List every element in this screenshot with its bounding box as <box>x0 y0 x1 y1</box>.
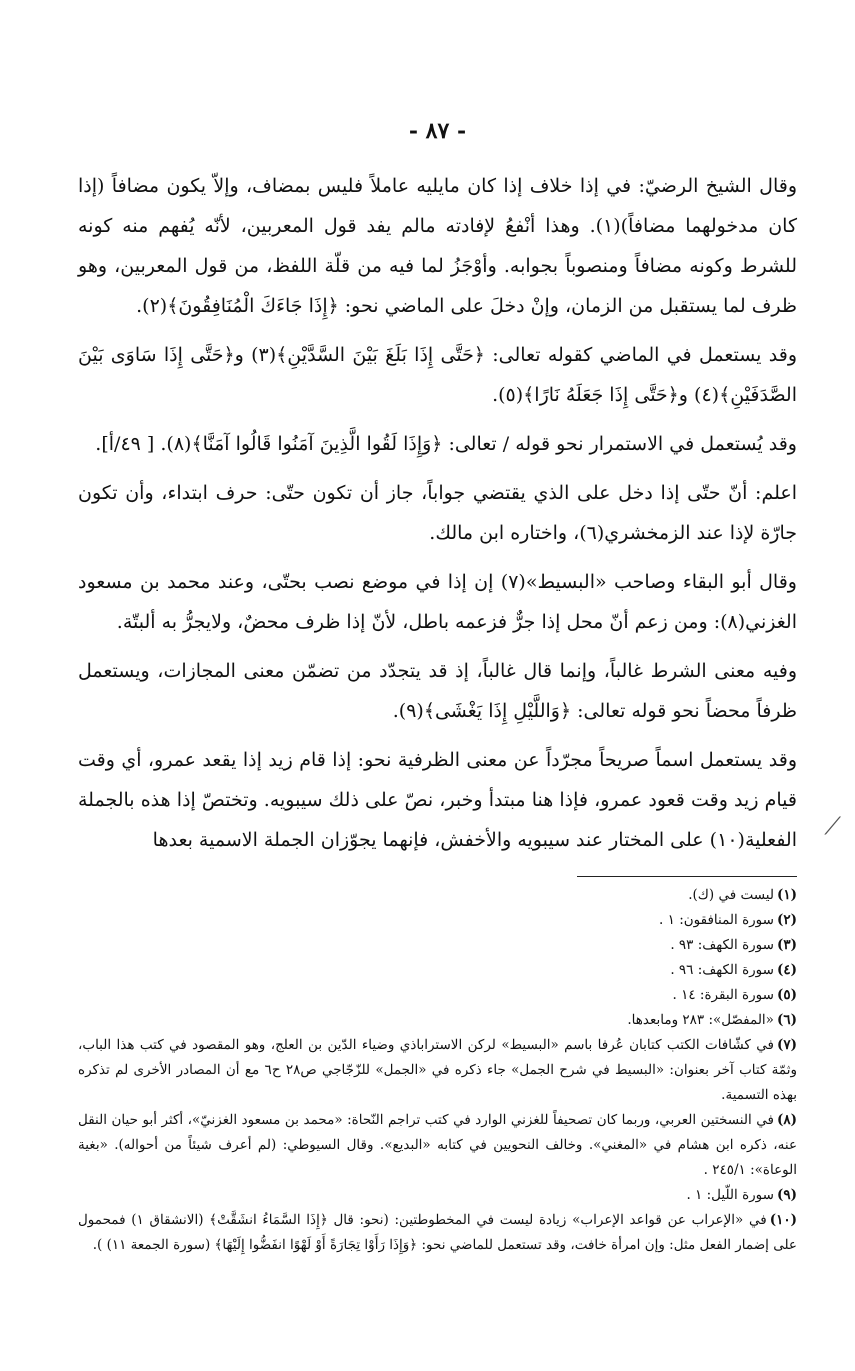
footnote <box>78 1183 797 1208</box>
footnote-text: في النسختين العربي، وربما كان تصحيفاً للغزني الوارد في كتب تراجم النّحاة: «محمد بن مسعود الغزنيّ»، أكثر أبو حيان النقل عنه، ذكره ابن هشام في «المغني». وخالف النحويين في كتابه «البديع». وقال السيوطي: (لم أعرف شيئاً من أحواله). «بغية الوعاة»: ٢٤٥/١ . <box>78 1112 797 1178</box>
footnote-text: في «الإعراب عن قواعد الإعراب» زيادة ليست في المخطوطتين: (نحو: قال ﴿إِذَا السَّمَاءُ انشَقَّتْ﴾ (الانشقاق ١) فمحمول على إضمار الفعل مثل: وإن امرأة خافت، وقد تستعمل للماضي نحو: ﴿وَإِذَا رَأَوْا تِجَارَةً أَوْ لَهْوًا انفَضُّوا إِلَيْهَا﴾ (سورة الجمعة ١١) ). <box>78 1212 797 1253</box>
footnote-number: (٨) <box>776 1112 797 1128</box>
footnote-text: سورة الكهف: ٩٣ . <box>670 937 774 953</box>
footnote-text: سورة اللّيل: ١ . <box>686 1187 774 1203</box>
footnote <box>78 983 797 1008</box>
footnote-number: (٢) <box>776 912 797 928</box>
footnote-number: (٤) <box>776 962 797 978</box>
main-text <box>78 166 797 860</box>
footnote-text: سورة الكهف: ٩٦ . <box>670 962 774 978</box>
paragraph: وقد يستعمل في الماضي كقوله تعالى: ﴿حَتَّى إِذَا بَلَغَ بَيْنَ السَّدَّيْنِ﴾(٣) و﴿حَتَّى إِذَا سَاوَى بَيْنَ الصَّدَفَيْنِ﴾(٤) و﴿حَتَّى إِذَا جَعَلَهُ نَارًا﴾(٥). <box>78 344 798 406</box>
footnotes <box>78 883 797 1258</box>
footnote <box>78 933 797 958</box>
footnote <box>78 1033 797 1108</box>
footnote-number: (٣) <box>776 937 797 953</box>
paragraph: اعلم: أنّ حتّى إذا دخل على الذي يقتضي جواباً، جاز أن تكون حتّى: حرف ابتداء، وأن تكون جارّة لإذا عند الزمخشري(٦)، واختاره ابن مالك. <box>78 482 797 544</box>
footnote-number: (١) <box>776 887 797 903</box>
footnote <box>78 908 797 933</box>
paragraph: وقد يُستعمل في الاستمرار نحو قوله / تعالى: ﴿وَإِذَا لَقُوا الَّذِينَ آمَنُوا قَالُوا آمَنَّا﴾(٨). [ ٤٩/أ]. <box>95 433 797 455</box>
footnote-number: (٥) <box>776 987 797 1003</box>
footnote-text: سورة المنافقون: ١ . <box>659 912 774 928</box>
footnote-separator <box>577 876 797 877</box>
footnote <box>78 1108 797 1183</box>
footnote-text: «المفصّل»: ٢٨٣ ومابعدها. <box>627 1012 774 1028</box>
book-page <box>78 118 797 1258</box>
margin-tick-mark: ⟍ <box>824 812 841 840</box>
footnote-number: (٦) <box>776 1012 797 1028</box>
paragraph: وقد يستعمل اسماً صريحاً مجرّداً عن معنى الظرفية نحو: إذا قام زيد إذا يقعد عمرو، أي وقت قيام زيد وقت قعود عمرو، فإذا هنا مبتدأ وخبر، نصّ على ذلك سيبويه. وتختصّ إذا هذه بالجملة الفعلية(١٠) على المختار عند سيبويه والأخفش، فإنهما يجوّزان الجملة الاسمية بعدها <box>78 749 797 851</box>
footnote-number: (١٠) <box>769 1212 797 1228</box>
footnote-text: ليست في (ك). <box>688 887 774 903</box>
paragraph: وفيه معنى الشرط غالباً، وإنما قال غالباً، إذ قد يتجدّد من تضمّن معنى المجازات، ويستعمل ظرفاً محضاً نحو قوله تعالى: ﴿وَاللَّيْلِ إِذَا يَغْشَى﴾(٩). <box>78 660 797 722</box>
footnote <box>78 1208 797 1258</box>
paragraph: وقال الشيخ الرضيّ: في إذا خلاف إذا كان مايليه عاملاً فليس بمضاف، وإلاّ يكون مضافاً (إذا كان مدخولهما مضافاً)(١). وهذا أنْفعُ لإفادته مالم يفد قول المعربين، لأنّه يُفهم منه كونه للشرط وكونه مضافاً ومنصوباً بجوابه. وأوْجَزُ لما فيه من قلّة اللفظ، من قول المعربين، وهو ظرف لما يستقبل من الزمان، وإنْ دخلَ على الماضي نحو: ﴿إِذَا جَاءَكَ الْمُنَافِقُونَ﴾(٢). <box>78 175 797 317</box>
page-number: - ٨٧ - <box>408 118 467 144</box>
paragraph: وقال أبو البقاء وصاحب «البسيط»(٧) إن إذا في موضع نصب بحتّى، وعند محمد بن مسعود الغزني(٨): ومن زعم أنّ محل إذا جرٌّ فزعمه باطل، لأنّ إذا ظرف محضٌ، ولايجرُّ به ألبتّة. <box>78 571 797 633</box>
footnote-number: (٧) <box>776 1037 797 1053</box>
footnote <box>78 1008 797 1033</box>
footnote-text: سورة البقرة: ١٤ . <box>672 987 774 1003</box>
footnote-text: في كشّافات الكتب كتابان عُرفا باسم «البسيط» لركن الاستراباذي وضياء الدّين بن العلج، وهو المقصود في كتب هذا الباب، وثمّة كتاب آخر بعنوان: «البسيط في شرح الجمل» جاء ذكره في «الجمل» للزّجّاجي ص٢٨ ح٦ مع أن المصادر الأخرى لم تذكره بهذه التسمية. <box>78 1037 797 1103</box>
footnote <box>78 883 797 908</box>
footnote-number: (٩) <box>776 1187 797 1203</box>
footnote <box>78 958 797 983</box>
